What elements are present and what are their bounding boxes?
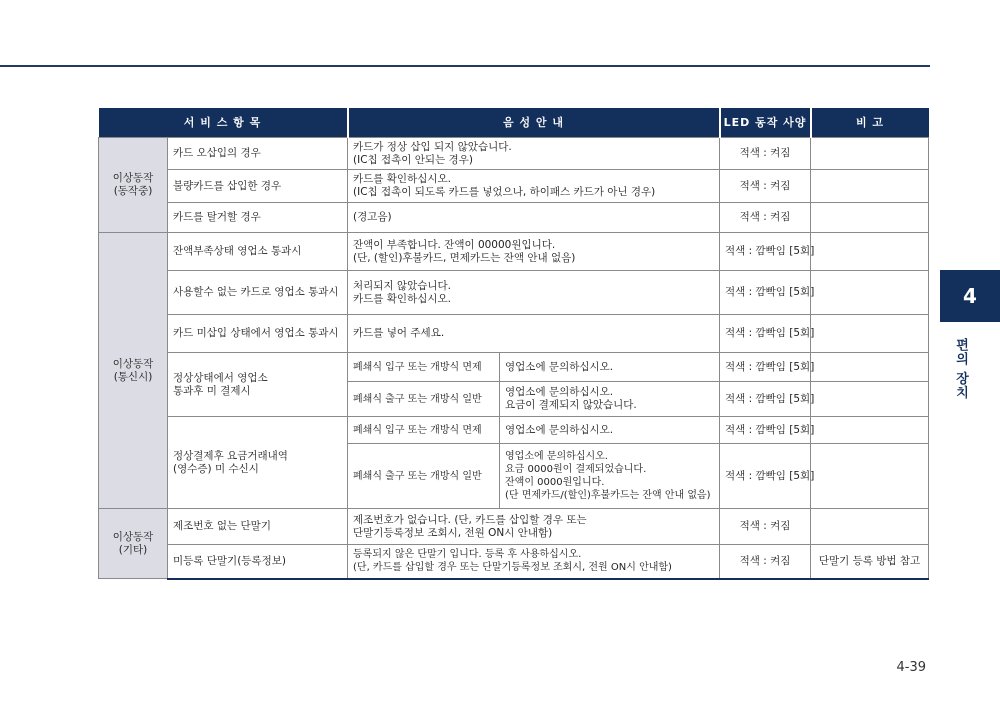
table-row [99, 170, 929, 203]
header-service: 서 비 스 항 목 [99, 108, 348, 138]
voice-cell: 영업소에 문의하십시오. [500, 417, 720, 444]
header-row [99, 108, 929, 138]
voice-cell: 영업소에 문의하십시오. 요금 0000원이 결제되었습니다. 잔액이 0000원입니다. (단 면제카드/(할인)후불카드는 잔액 안내 없음) [500, 444, 720, 509]
item-cell: 불량카드를 삽입한 경우 [168, 170, 348, 203]
group-label-text: 이상동작 (동작중) [112, 172, 154, 197]
group-label-text: 이상동작 (통신시) [112, 357, 154, 383]
note-cell [811, 382, 929, 417]
item-cell: 제조번호 없는 단말기 [168, 509, 348, 545]
voice-cell: 카드가 정상 삽입 되지 않았습니다. (IC칩 접촉이 안되는 경우) [348, 138, 720, 170]
led-cell: 적색 : 켜짐 [720, 138, 811, 170]
note-cell [811, 315, 929, 353]
group-label [99, 509, 168, 579]
group-label [99, 233, 168, 509]
voice-cell: 영업소에 문의하십시오. [500, 353, 720, 382]
voice-cell: 잔액이 부족합니다. 잔액이 00000원입니다. (단, (할인)후불카드, 면제카드는 잔액 안내 없음) [348, 233, 720, 271]
note-cell [811, 138, 929, 170]
voice-cell: 제조번호가 없습니다. (단, 카드를 삽입할 경우 또는 단말기등록정보 조회시, 전원 ON시 안내함) [348, 509, 720, 545]
voice-cell: 영업소에 문의하십시오. 요금이 결제되지 않았습니다. [500, 382, 720, 417]
header-note: 비 고 [811, 108, 929, 138]
item-cell: 카드 미삽입 상태에서 영업소 통과시 [168, 315, 348, 353]
note-cell [811, 271, 929, 315]
led-cell: 적색 : 켜짐 [720, 509, 811, 545]
item-cell: 정상상태에서 영업소 통과후 미 결제시 [168, 353, 348, 417]
table-row [99, 233, 929, 271]
item-cell: 미등록 단말기(등록정보) [168, 545, 348, 579]
note-cell [811, 203, 929, 233]
led-cell: 적색 : 켜짐 [720, 203, 811, 233]
led-cell: 적색 : 켜짐 [720, 545, 811, 579]
voice-cell: 등록되지 않은 단말기 입니다. 등록 후 사용하십시오. (단, 카드를 삽입할 경우 또는 단말기등록정보 조회시, 전원 ON시 안내함) [348, 545, 720, 579]
led-cell: 적색 : 깜빡임 [5회] [720, 444, 811, 509]
table-row [99, 509, 929, 545]
led-cell: 적색 : 깜빡임 [5회] [720, 382, 811, 417]
table-row [99, 271, 929, 315]
service-table [98, 108, 929, 580]
voice-cell: 카드를 넣어 주세요. [348, 315, 720, 353]
item-cell: 정상결제후 요금거래내역 (영수증) 미 수신시 [168, 417, 348, 509]
item-cell: 사용할수 없는 카드로 영업소 통과시 [168, 271, 348, 315]
led-cell: 적색 : 깜빡임 [5회] [720, 271, 811, 315]
led-cell: 적색 : 켜짐 [720, 170, 811, 203]
led-cell: 적색 : 깜빡임 [5회] [720, 353, 811, 382]
group-label [99, 138, 168, 233]
chapter-tab: 4 [940, 270, 1000, 322]
led-cell: 적색 : 깜빡임 [5회] [720, 233, 811, 271]
sub-condition-cell: 폐쇄식 출구 또는 개방식 일반 [348, 382, 500, 417]
group-label-text: 이상동작 (기타) [112, 530, 154, 556]
led-cell: 적색 : 깜빡임 [5회] [720, 417, 811, 444]
table-row [99, 417, 929, 444]
page-number: 4-39 [896, 660, 926, 675]
table-row [99, 138, 929, 170]
voice-cell: (경고음) [348, 203, 720, 233]
note-cell [811, 233, 929, 271]
note-cell [811, 353, 929, 382]
item-cell: 카드를 탈거할 경우 [168, 203, 348, 233]
chapter-label: 편의 장치 [953, 338, 968, 400]
table-row [99, 353, 929, 382]
top-rule [0, 65, 930, 67]
note-cell [811, 417, 929, 444]
voice-cell: 카드를 확인하십시오. (IC칩 접촉이 되도록 카드를 넣었으나, 하이패스 카드가 아닌 경우) [348, 170, 720, 203]
table-row [99, 203, 929, 233]
header-voice: 음 성 안 내 [348, 108, 720, 138]
note-cell [811, 444, 929, 509]
note-cell [811, 509, 929, 545]
table-row [99, 315, 929, 353]
note-cell: 단말기 등록 방법 참고 [811, 545, 929, 579]
note-cell [811, 170, 929, 203]
sub-condition-cell: 폐쇄식 출구 또는 개방식 일반 [348, 444, 500, 509]
table-row [99, 545, 929, 579]
sub-condition-cell: 폐쇄식 입구 또는 개방식 면제 [348, 417, 500, 444]
header-led: LED 동작 사양 [720, 108, 811, 138]
sub-condition-cell: 폐쇄식 입구 또는 개방식 면제 [348, 353, 500, 382]
led-cell: 적색 : 깜빡임 [5회] [720, 315, 811, 353]
item-cell: 카드 오삽입의 경우 [168, 138, 348, 170]
item-cell: 잔액부족상태 영업소 통과시 [168, 233, 348, 271]
voice-cell: 처리되지 않았습니다. 카드를 확인하십시오. [348, 271, 720, 315]
